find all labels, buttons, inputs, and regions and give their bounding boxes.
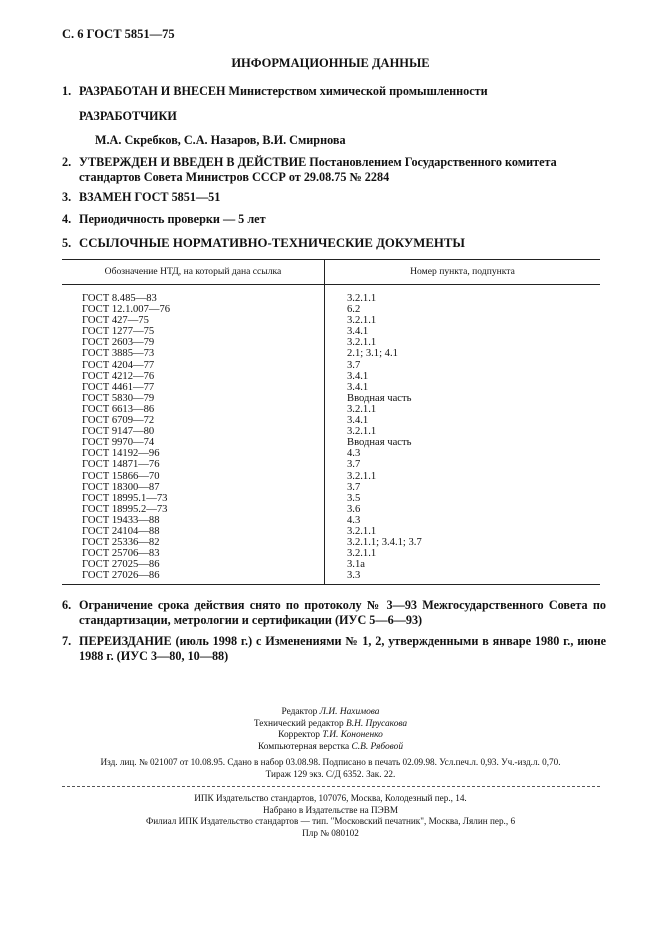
cell-designation: ГОСТ 6613—86 [62,404,325,415]
cell-clause: 3.7 [347,359,361,371]
item-text: ССЫЛОЧНЫЕ НОРМАТИВНО-ТЕХНИЧЕСКИЕ ДОКУМЕНТЫ [79,236,465,250]
cell-clause: Вводная часть [347,392,412,404]
divider [62,786,600,787]
cell-designation: ГОСТ 15866—70 [62,471,325,482]
item-number: 3. [62,190,72,204]
cell-designation: ГОСТ 4212—76 [62,371,325,382]
column-header-designation: Обозначение НТД, на который дана ссылка [62,260,325,285]
imprint-line-2: Тираж 129 экз. С/Д 6352. Зак. 22. [265,768,396,779]
item-number: 2. [62,155,72,169]
table-header-row [62,260,600,285]
table-row [62,415,600,426]
table-row [62,304,600,315]
table-row [62,393,600,404]
table-row [62,471,600,482]
cell-designation: ГОСТ 14871—76 [62,459,325,470]
cell-designation: ГОСТ 1277—75 [62,326,325,337]
table-row [62,570,600,581]
cell-clause: 4.3 [347,448,361,460]
table-row [62,559,600,570]
table-row [62,293,600,304]
table-row [62,515,600,526]
cell-clause: 3.5 [347,492,361,504]
cell-clause: 3.7 [347,459,361,471]
cell-designation: ГОСТ 427—75 [62,315,325,326]
item-text: Периодичность проверки — 5 лет [79,212,266,226]
section-title: ИНФОРМАЦИОННЫЕ ДАННЫЕ [231,56,430,70]
cell-designation: ГОСТ 27026—86 [62,570,325,581]
footer-line-1: ИПК Издательство стандартов, 107076, Москва, Колодезный пер., 14. [194,793,467,803]
cell-clause: 2.1; 3.1; 4.1 [347,348,398,360]
cell-designation: ГОСТ 6709—72 [62,415,325,426]
cell-designation: ГОСТ 2603—79 [62,337,325,348]
table-row [62,382,600,393]
table-row [62,426,600,437]
table-row [62,337,600,348]
cell-designation: ГОСТ 12.1.007—76 [62,304,325,315]
table-row [62,437,600,448]
cell-clause: 4.3 [347,514,361,526]
table-row [62,482,600,493]
cell-designation: ГОСТ 27025—86 [62,559,325,570]
cell-designation: ГОСТ 25706—83 [62,548,325,559]
cell-clause: 3.2.1.1 [347,426,377,438]
cell-designation: ГОСТ 25336—82 [62,537,325,548]
cell-clause: 3.2.1.1 [347,525,377,537]
item-7 [62,634,606,664]
footer-line-2: Набрано в Издательстве на ПЭВМ [262,804,399,815]
item-5 [62,236,606,251]
cell-designation: ГОСТ 5830—79 [62,393,325,404]
credits [0,707,661,753]
cell-clause: 3.4.1 [347,381,369,393]
cell-clause: 3.2.1.1; 3.4.1; 3.7 [347,537,422,549]
credit-proofreader: Корректор Т.И. Кононенко [278,730,383,740]
footer-line-3: Филиал ИПК Издательство стандартов — тип. "Московский печатник", Москва, Лялин пер., 6 [145,816,516,827]
cell-clause: 3.2.1.1 [347,293,377,304]
cell-clause: 3.4.1 [347,326,369,338]
item-number: 4. [62,212,72,226]
imprint-line-1: Изд. лиц. № 021007 от 10.08.95. Сдано в набор 03.08.98. Подписано в печать 02.09.98. Усл.печ.л. 0,93. Уч.-изд.л. 0,70. [100,757,561,767]
cell-clause: 3.2.1.1 [347,315,377,327]
page-header: С. 6 ГОСТ 5851—75 [62,27,175,41]
item-text: УТВЕРЖДЕН И ВВЕДЕН В ДЕЙСТВИЕ Постановлением Государственного комитета стандартов Совета Министров СССР от 29.08.75 № 2284 [79,155,557,184]
cell-designation: ГОСТ 8.485—83 [62,293,325,304]
credit-layout: Компьютерная верстка С.В. Рябовой [257,741,404,752]
credit-tech-editor: Технический редактор В.Н. Прусакова [253,718,408,729]
cell-designation: ГОСТ 4204—77 [62,360,325,371]
footer-line-4: Плр № 080102 [302,827,359,838]
cell-clause: 3.2.1.1 [347,470,377,482]
item-text: ПЕРЕИЗДАНИЕ (июль 1998 г.) с Изменениями № 1, 2, утвержденными в январе 1980 г., июне 1988 г. (ИУС 3—80, 10—88) [79,634,606,663]
table-row [62,348,600,359]
table-row [62,504,600,515]
item-text: ВЗАМЕН ГОСТ 5851—51 [79,190,221,204]
cell-designation: ГОСТ 9147—80 [62,426,325,437]
item-number: 1. [62,84,72,98]
cell-clause: 3.1а [347,559,365,571]
table-row [62,326,600,337]
cell-designation: ГОСТ 18995.1—73 [62,493,325,504]
cell-designation: ГОСТ 18995.2—73 [62,504,325,515]
cell-clause: 3.7 [347,481,361,493]
cell-clause: 3.4.1 [347,370,369,382]
cell-clause: 3.2.1.1 [347,548,377,560]
table-row [62,493,600,504]
table-row [62,459,600,470]
item-text: Ограничение срока действия снято по протоколу № 3—93 Межгосударственного Совета по стандартизации, метрологии и сертификации (ИУС 5—6—93) [79,598,606,627]
item-6 [62,598,606,628]
item-3 [62,190,606,205]
cell-designation: ГОСТ 4461—77 [62,382,325,393]
table-row [62,371,600,382]
cell-designation: ГОСТ 9970—74 [62,437,325,448]
cell-designation: ГОСТ 24104—88 [62,526,325,537]
table-row [62,360,600,371]
cell-designation: ГОСТ 19433—88 [62,515,325,526]
credit-editor: Редактор Л.И. Нахимова [281,707,380,717]
table-row [62,526,600,537]
cell-clause: 3.4.1 [347,415,369,427]
table-row [62,548,600,559]
imprint [0,757,661,780]
column-header-clause: Номер пункта, подпункта [325,260,601,285]
cell-clause: 6.2 [347,304,361,316]
table-row [62,537,600,548]
item-number: 7. [62,634,72,648]
item-2 [62,155,606,185]
developers-names: М.А. Скребков, С.А. Назаров, В.И. Смирнова [95,133,346,147]
table-row [62,404,600,415]
cell-clause: 3.3 [347,570,361,582]
item-number: 5. [62,236,72,250]
cell-clause: Вводная часть [347,437,412,449]
reference-table [62,259,600,585]
cell-clause: 3.2.1.1 [347,337,377,349]
cell-designation: ГОСТ 14192—96 [62,448,325,459]
cell-clause: 3.2.1.1 [347,403,377,415]
item-4 [62,212,606,227]
cell-designation: ГОСТ 18300—87 [62,482,325,493]
item-number: 6. [62,598,72,612]
item-1 [62,84,606,99]
developers-heading: РАЗРАБОТЧИКИ [79,109,177,123]
table-row [62,448,600,459]
table-row [62,315,600,326]
item-text: РАЗРАБОТАН И ВНЕСЕН Министерством химической промышленности [79,84,488,98]
publisher-footer [0,793,661,839]
cell-clause: 3.6 [347,503,361,515]
cell-designation: ГОСТ 3885—73 [62,348,325,359]
